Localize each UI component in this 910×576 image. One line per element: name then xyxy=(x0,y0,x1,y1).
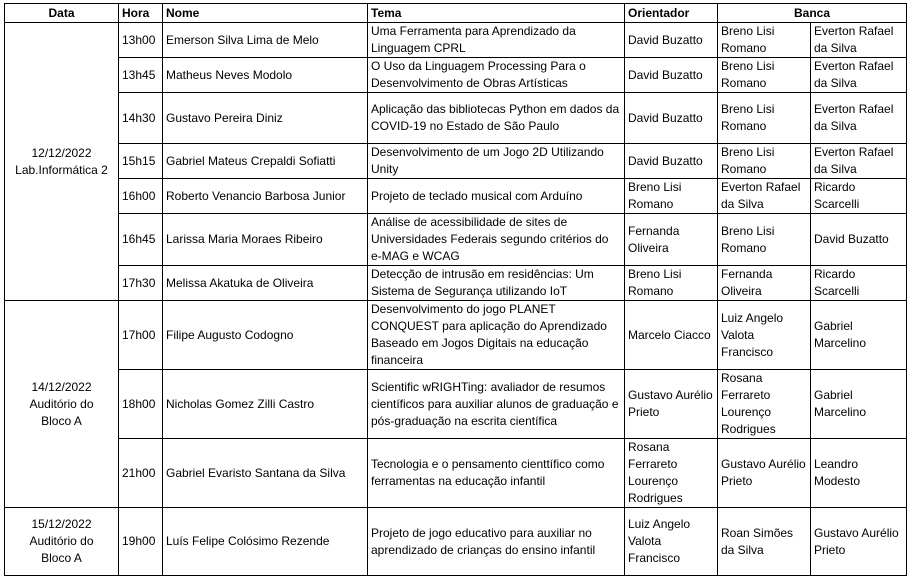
theme-cell: Projeto de jogo educativo para auxiliar no aprendizado de crianças do ensino infantil xyxy=(368,508,625,576)
table-row xyxy=(5,179,907,214)
advisor-cell: Gustavo Aurélio Prieto xyxy=(625,370,718,439)
student-name-cell: Luís Felipe Colósimo Rezende xyxy=(163,508,368,576)
date-location-cell: 14/12/2022 Auditório do Bloco A xyxy=(5,301,119,508)
table-row xyxy=(5,23,907,58)
header-tema: Tema xyxy=(368,4,625,23)
student-name-cell: Melissa Akatuka de Oliveira xyxy=(163,266,368,301)
theme-cell: Aplicação das bibliotecas Python em dados da COVID-19 no Estado de São Paulo xyxy=(368,93,625,144)
advisor-cell: David Buzatto xyxy=(625,58,718,93)
committee-member-1-cell: Gustavo Aurélio Prieto xyxy=(718,439,811,508)
committee-member-2-cell: Gabriel Marcelino xyxy=(811,301,907,370)
time-cell: 16h00 xyxy=(119,179,163,214)
advisor-cell: David Buzatto xyxy=(625,144,718,179)
student-name-cell: Larissa Maria Moraes Ribeiro xyxy=(163,214,368,266)
table-row xyxy=(5,439,907,508)
schedule-table xyxy=(4,3,907,576)
time-cell: 13h00 xyxy=(119,23,163,58)
advisor-cell: Marcelo Ciacco xyxy=(625,301,718,370)
committee-member-1-cell: Breno Lisi Romano xyxy=(718,23,811,58)
student-name-cell: Gabriel Evaristo Santana da Silva xyxy=(163,439,368,508)
student-name-cell: Roberto Venancio Barbosa Junior xyxy=(163,179,368,214)
committee-member-2-cell: Gabriel Marcelino xyxy=(811,370,907,439)
time-cell: 13h45 xyxy=(119,58,163,93)
committee-member-1-cell: Breno Lisi Romano xyxy=(718,144,811,179)
advisor-cell: Luiz Angelo Valota Francisco xyxy=(625,508,718,576)
theme-cell: Uma Ferramenta para Aprendizado da Linguagem CPRL xyxy=(368,23,625,58)
committee-member-1-cell: Rosana Ferrareto Lourenço Rodrigues xyxy=(718,370,811,439)
committee-member-1-cell: Breno Lisi Romano xyxy=(718,93,811,144)
header-hora: Hora xyxy=(119,4,163,23)
theme-cell: Projeto de teclado musical com Arduíno xyxy=(368,179,625,214)
committee-member-2-cell: Everton Rafael da Silva xyxy=(811,58,907,93)
student-name-cell: Gabriel Mateus Crepaldi Sofiatti xyxy=(163,144,368,179)
time-cell: 21h00 xyxy=(119,439,163,508)
theme-cell: Scientific wRIGHTing: avaliador de resumos científicos para auxiliar alunos de graduação e pós-graduação na escrita científica xyxy=(368,370,625,439)
committee-member-2-cell: Ricardo Scarcelli xyxy=(811,179,907,214)
advisor-cell: Fernanda Oliveira xyxy=(625,214,718,266)
header-nome: Nome xyxy=(163,4,368,23)
student-name-cell: Filipe Augusto Codogno xyxy=(163,301,368,370)
advisor-cell: Rosana Ferrareto Lourenço Rodrigues xyxy=(625,439,718,508)
table-row xyxy=(5,58,907,93)
committee-member-2-cell: David Buzatto xyxy=(811,214,907,266)
date-location-cell: 15/12/2022 Auditório do Bloco A xyxy=(5,508,119,576)
table-row xyxy=(5,301,907,370)
committee-member-1-cell: Breno Lisi Romano xyxy=(718,58,811,93)
time-cell: 17h00 xyxy=(119,301,163,370)
time-cell: 16h45 xyxy=(119,214,163,266)
committee-member-2-cell: Gustavo Aurélio Prieto xyxy=(811,508,907,576)
time-cell: 19h00 xyxy=(119,508,163,576)
time-cell: 14h30 xyxy=(119,93,163,144)
theme-cell: Desenvolvimento do jogo PLANET CONQUEST para aplicação do Aprendizado Baseado em Jogos Digitais na educação financeira xyxy=(368,301,625,370)
committee-member-2-cell: Everton Rafael da Silva xyxy=(811,144,907,179)
theme-cell: Detecção de intrusão em residências: Um Sistema de Segurança utilizando IoT xyxy=(368,266,625,301)
header-banca: Banca xyxy=(718,4,907,23)
committee-member-1-cell: Luiz Angelo Valota Francisco xyxy=(718,301,811,370)
header-orientador: Orientador xyxy=(625,4,718,23)
time-cell: 17h30 xyxy=(119,266,163,301)
committee-member-2-cell: Leandro Modesto xyxy=(811,439,907,508)
committee-member-2-cell: Everton Rafael da Silva xyxy=(811,23,907,58)
committee-member-1-cell: Roan Simões da Silva xyxy=(718,508,811,576)
committee-member-1-cell: Everton Rafael da Silva xyxy=(718,179,811,214)
date-location-cell: 12/12/2022 Lab.Informática 2 xyxy=(5,23,119,301)
table-row xyxy=(5,93,907,144)
advisor-cell: Breno Lisi Romano xyxy=(625,179,718,214)
theme-cell: Desenvolvimento de um Jogo 2D Utilizando Unity xyxy=(368,144,625,179)
student-name-cell: Emerson Silva Lima de Melo xyxy=(163,23,368,58)
table-row xyxy=(5,370,907,439)
committee-member-2-cell: Ricardo Scarcelli xyxy=(811,266,907,301)
advisor-cell: Breno Lisi Romano xyxy=(625,266,718,301)
committee-member-1-cell: Fernanda Oliveira xyxy=(718,266,811,301)
advisor-cell: David Buzatto xyxy=(625,93,718,144)
header-row xyxy=(5,4,907,23)
student-name-cell: Nicholas Gomez Zilli Castro xyxy=(163,370,368,439)
time-cell: 18h00 xyxy=(119,370,163,439)
theme-cell: Tecnologia e o pensamento cienttífico como ferramentas na educação infantil xyxy=(368,439,625,508)
student-name-cell: Matheus Neves Modolo xyxy=(163,58,368,93)
table-row xyxy=(5,144,907,179)
table-row xyxy=(5,214,907,266)
table-row xyxy=(5,508,907,576)
table-row xyxy=(5,266,907,301)
committee-member-1-cell: Breno Lisi Romano xyxy=(718,214,811,266)
theme-cell: O Uso da Linguagem Processing Para o Desenvolvimento de Obras Artísticas xyxy=(368,58,625,93)
header-data: Data xyxy=(5,4,119,23)
theme-cell: Análise de acessibilidade de sites de Universidades Federais segundo critérios do e-MAG e WCAG xyxy=(368,214,625,266)
committee-member-2-cell: Everton Rafael da Silva xyxy=(811,93,907,144)
advisor-cell: David Buzatto xyxy=(625,23,718,58)
student-name-cell: Gustavo Pereira Diniz xyxy=(163,93,368,144)
time-cell: 15h15 xyxy=(119,144,163,179)
